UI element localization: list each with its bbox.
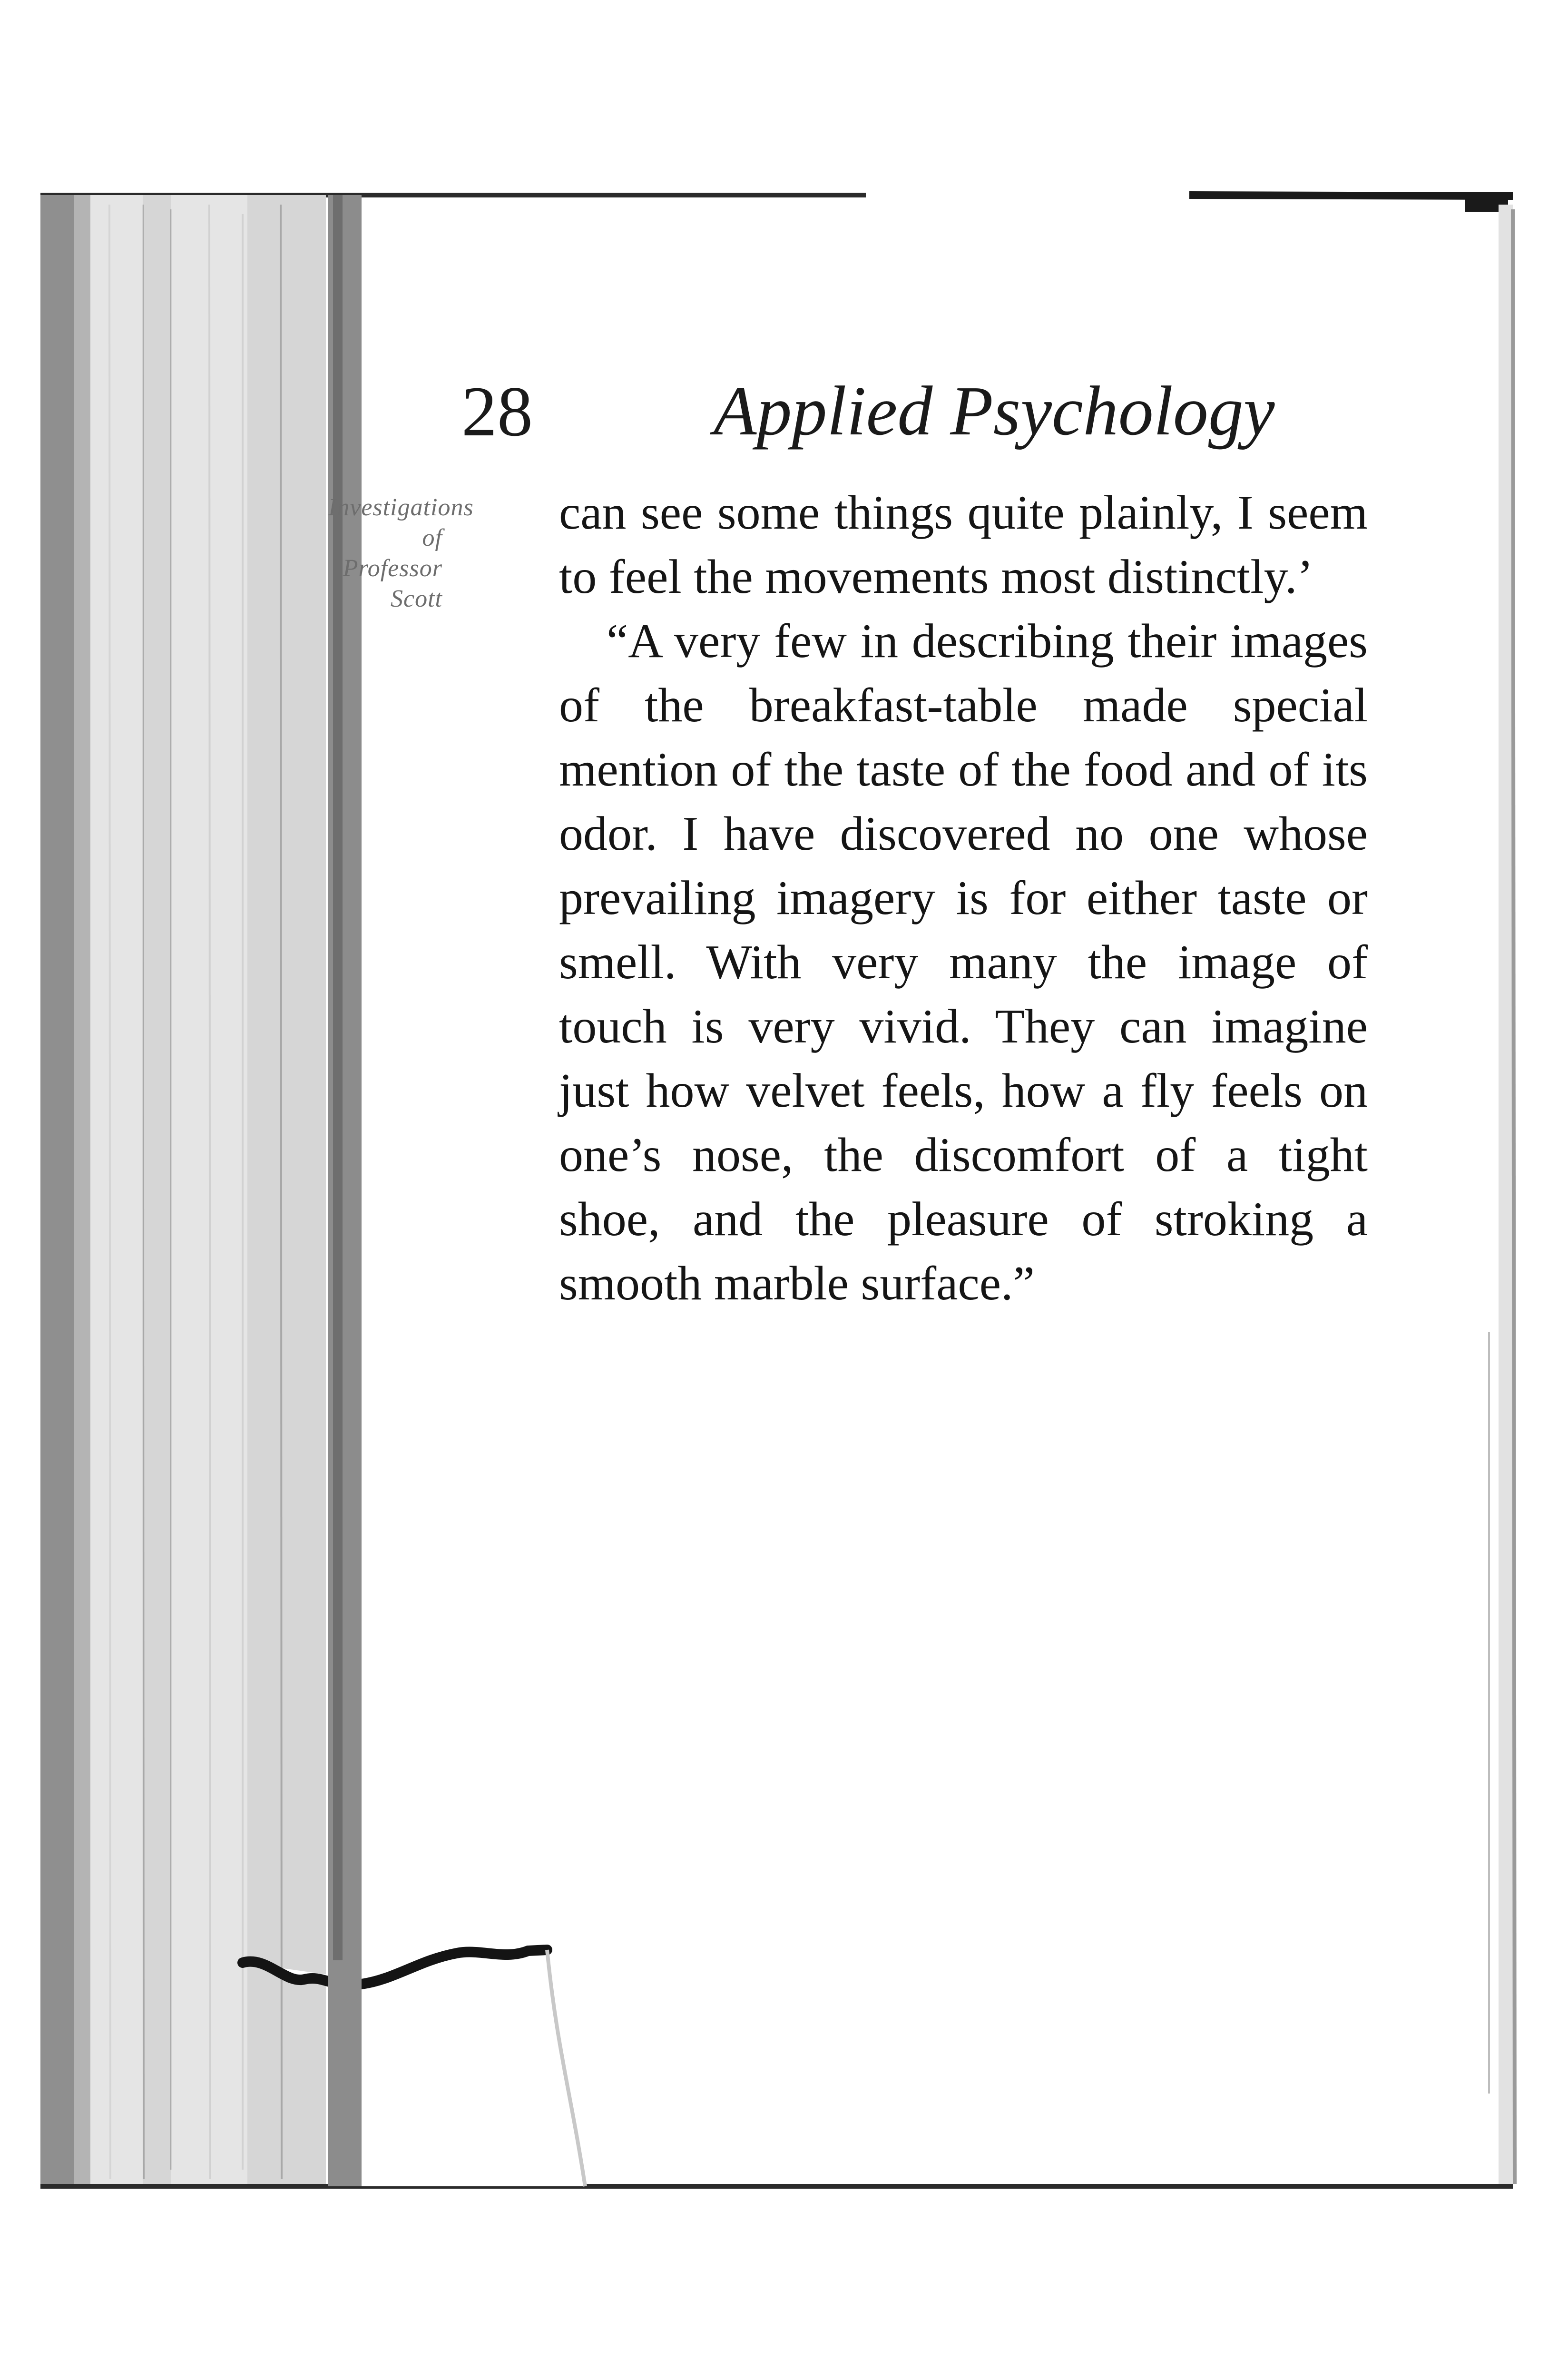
margin-note-line: of Professor xyxy=(343,524,442,582)
page-number: 28 xyxy=(461,372,533,451)
body-text xyxy=(559,481,1368,1316)
paragraph: can see some things quite plainly, I seem to feel the movements most distinctly.’ xyxy=(559,486,1368,604)
running-head: Applied Psychology xyxy=(714,372,1275,450)
paragraph: “A very few in describing their images of the breakfast-table made special mention of the taste of the food and of its odor. I have discovered no one whose prevailing imagery is for either taste or smell. With very many the image of touch is very vivid. They can imagine just how velvet feels, how a fly feels on one’s nose, the discomfort of a tight shoe, and the pleasure of stroking a smooth marble surface.” xyxy=(559,614,1368,1310)
margin-note-line: Investigations xyxy=(328,494,474,521)
margin-note xyxy=(328,492,474,614)
margin-note-line: Scott xyxy=(391,585,442,612)
